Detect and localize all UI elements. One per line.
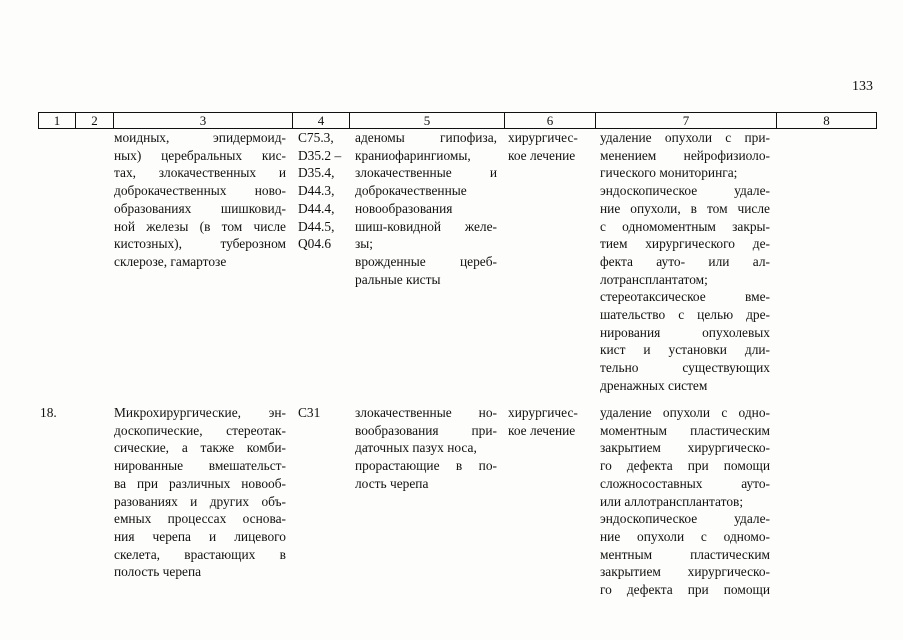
text-line: доброкачественных ново- xyxy=(114,183,286,199)
text-line: эндоскопическое удале- xyxy=(600,183,770,199)
row1-treatment-method-cell xyxy=(600,129,770,395)
text-line: закрытием хирургическо- xyxy=(600,564,770,580)
text-line: вообразования при- xyxy=(355,422,497,438)
text-line: нирования опухолевых xyxy=(600,324,770,340)
row1-diagnosis-cell xyxy=(114,129,286,271)
text-line: скелета, врастающих в xyxy=(114,546,286,562)
text-line: даточных пазух носа, xyxy=(355,440,477,456)
header-cell-8: 8 xyxy=(776,112,877,129)
text-line: ния черепа и лицевого xyxy=(114,528,286,544)
text-line: дренажных систем xyxy=(600,377,708,393)
text-line: образованиях шишковид- xyxy=(114,200,286,216)
text-line: ва при различных новооб- xyxy=(114,475,286,491)
text-line: новообразования xyxy=(355,200,453,216)
text-line: аденомы гипофиза, xyxy=(355,130,497,145)
text-line: ральные кисты xyxy=(355,271,441,287)
text-line: доброкачественные xyxy=(355,183,467,199)
text-line: злокачественные и xyxy=(355,165,497,181)
header-cell-1: 1 xyxy=(38,112,76,129)
text-line: моидных, эпидермоид- xyxy=(114,130,286,145)
text-line: го дефекта при помощи xyxy=(600,582,770,598)
text-line: C75.3, xyxy=(298,130,334,145)
text-line: моментным пластическим xyxy=(600,422,770,438)
text-line: с одномоментным закры- xyxy=(600,218,770,234)
text-line: закрытием хирургическо- xyxy=(600,440,770,456)
text-line: сложносоставных ауто- xyxy=(600,475,770,491)
text-line: ных) церебральных кис- xyxy=(114,147,286,163)
text-line: кое лечение xyxy=(508,147,576,163)
text-line: разованиях и других объ- xyxy=(114,493,286,509)
header-cell-6: 6 xyxy=(504,112,596,129)
text-line: краниофарингиомы, xyxy=(355,147,471,163)
text-line: прорастающие в по- xyxy=(355,458,497,474)
text-line: полость черепа xyxy=(114,564,202,580)
text-line: Микрохирургические, эн- xyxy=(114,405,286,420)
text-line: удаление опухоли с при- xyxy=(600,130,770,145)
row2-patient-model-cell xyxy=(355,404,497,493)
header-cell-2: 2 xyxy=(75,112,114,129)
text-line: D44.3, xyxy=(298,183,335,199)
text-line: менением нейрофизиоло- xyxy=(600,147,770,163)
text-line: стереотаксическое вме- xyxy=(600,289,770,305)
text-line: злокачественные но- xyxy=(355,405,497,420)
text-line: эндоскопическое удале- xyxy=(600,511,770,527)
row2-icd-codes-cell xyxy=(298,404,348,422)
text-line: емных процессах основа- xyxy=(114,511,286,527)
text-line: гического мониторинга; xyxy=(600,165,738,181)
row2-treatment-method-cell xyxy=(600,404,770,599)
text-line: ние опухоли, в том числе xyxy=(600,200,770,216)
text-line: доскопические, стереотак- xyxy=(114,422,286,438)
header-cell-7: 7 xyxy=(595,112,777,129)
text-line: хирургичес- xyxy=(508,130,578,145)
text-line: ной железы (в том числе xyxy=(114,218,286,234)
text-line: или аллотрансплантатов; xyxy=(600,493,744,509)
text-line: врожденные цереб- xyxy=(355,253,497,269)
text-line: D44.5, xyxy=(298,218,335,234)
text-line: нированные вмешательст- xyxy=(114,458,286,474)
text-line: D35.2 – xyxy=(298,147,342,163)
text-line: лотрансплантатом; xyxy=(600,271,708,287)
text-line: ментным пластическим xyxy=(600,546,770,562)
header-cell-3: 3 xyxy=(113,112,293,129)
text-line: тельно существующих xyxy=(600,360,770,376)
row2-treatment-type-cell xyxy=(508,404,592,439)
text-line: Q04.6 xyxy=(298,236,332,252)
row1-icd-codes-cell xyxy=(298,129,348,253)
text-line: C31 xyxy=(298,405,321,420)
text-line: склерозе, гамартозе xyxy=(114,253,227,269)
text-line: хирургичес- xyxy=(508,405,578,420)
text-line: ние опухоли с одномо- xyxy=(600,528,770,544)
row2-diagnosis-cell xyxy=(114,404,286,581)
text-line: D44.4, xyxy=(298,200,335,216)
text-line: D35.4, xyxy=(298,165,335,181)
text-line: фекта ауто- или ал- xyxy=(600,253,770,269)
text-line: тах, злокачественных и xyxy=(114,165,286,181)
text-line: кое лечение xyxy=(508,422,576,438)
text-line: кистозных), туберозном xyxy=(114,236,286,252)
text-line: лость черепа xyxy=(355,475,429,491)
row2-number-cell: 18. xyxy=(40,405,57,420)
text-line: кист и установки дли- xyxy=(600,342,770,358)
text-line: сические, а также комби- xyxy=(114,440,286,456)
row1-treatment-type-cell xyxy=(508,129,592,164)
page-number: 133 xyxy=(852,79,873,94)
text-line: удаление опухоли с одно- xyxy=(600,405,770,420)
text-line: шиш-ковидной желе- xyxy=(355,218,497,234)
text-line: зы; xyxy=(355,236,374,252)
header-cell-5: 5 xyxy=(349,112,505,129)
text-line: шательство с целью дре- xyxy=(600,307,770,323)
header-cell-4: 4 xyxy=(292,112,350,129)
text-line: го дефекта при помощи xyxy=(600,458,770,474)
text-line: тием хирургического де- xyxy=(600,236,770,252)
row1-patient-model-cell xyxy=(355,129,497,288)
